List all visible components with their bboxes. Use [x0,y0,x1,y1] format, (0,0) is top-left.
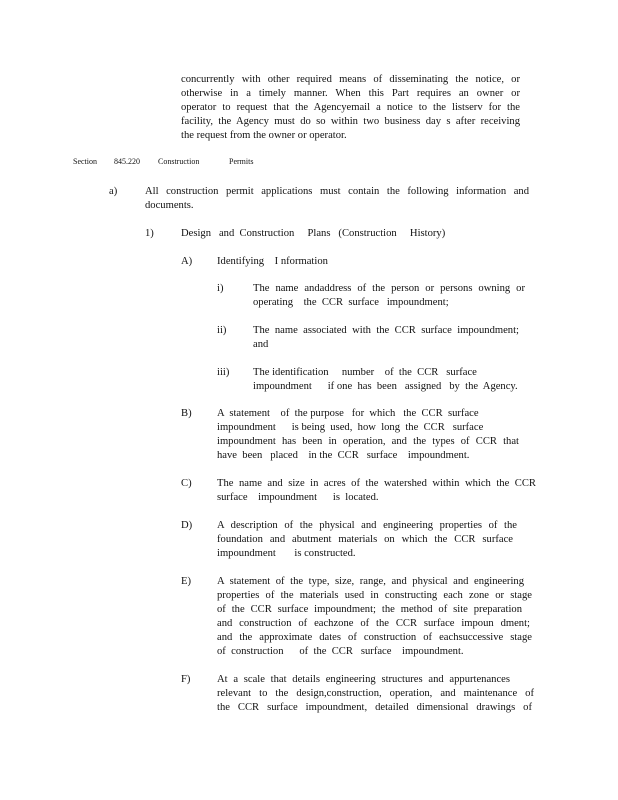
text-line: of the CCR surface impoundment; the method of site preparation [217,604,522,615]
item-marker: C) [181,478,192,489]
section-title-word: Construction [158,157,200,166]
item-marker: i) [217,283,224,294]
item-marker: 1) [145,228,154,239]
item-marker: F) [181,674,191,685]
text-line: impoundment is being used, how long the CCR surface [217,422,484,433]
text-line: documents. [145,200,194,211]
section-title-word: Permits [229,157,254,166]
text-line: The identification number of the CCR surface [253,367,477,378]
text-line: At a scale that details engineering structures and appurtenances [217,674,510,685]
item-marker: iii) [217,367,230,378]
text-line: operator to request that the Agencyemail a notice to the listserv for the [181,102,520,113]
text-line: impoundment is constructed. [217,548,356,559]
item-marker: A) [181,256,193,267]
text-line: the request from the owner or operator. [181,130,347,141]
text-line: the CCR surface impoundment, detailed dimensional drawings of [217,702,532,713]
section-number: 845.220 [114,157,140,166]
text-line: otherwise in a timely manner. When this Part requires an owner or [181,88,520,99]
text-line: The name and size in acres of the watershed within which the CCR [217,478,536,489]
text-line: impoundment has been in operation, and the types of CCR that [217,436,519,447]
text-line: foundation and abutment materials on which the CCR surface [217,534,513,545]
text-line: have been placed in the CCR surface impoundment. [217,450,470,461]
text-line: and [253,339,269,350]
item-marker: B) [181,408,192,419]
section-label: Section [73,157,97,166]
text-line: The name andaddress of the person or persons owning or [253,283,525,294]
text-line: All construction permit applications must contain the following information and [145,186,529,197]
item-marker: ii) [217,325,227,336]
text-line: surface impoundment is located. [217,492,379,503]
item-heading: Design and Construction Plans (Construction History) [181,228,446,239]
text-line: concurrently with other required means of disseminating the notice, or [181,74,520,85]
item-marker: D) [181,520,193,531]
text-line: A description of the physical and engineering properties of the [217,520,517,531]
item-marker: a) [109,186,118,197]
text-line: facility, the Agency must do so within two business day s after receiving [181,116,520,127]
text-line: operating the CCR surface impoundment; [253,297,449,308]
text-line: relevant to the design,construction, operation, and maintenance of [217,688,534,699]
item-heading: Identifying I nformation [217,256,328,267]
text-line: of construction of the CCR surface impoundment. [217,646,464,657]
text-line: and the approximate dates of construction of eachsuccessive stage [217,632,532,643]
text-line: and construction of eachzone of the CCR surface impoun dment; [217,618,530,629]
item-marker: E) [181,576,191,587]
text-line: impoundment if one has been assigned by the Agency. [253,381,518,392]
text-line: A statement of the purpose for which the CCR surface [217,408,479,419]
text-line: The name associated with the CCR surface impoundment; [253,325,519,336]
text-line: properties of the materials used in constructing each zone or stage [217,590,532,601]
text-line: A statement of the type, size, range, and physical and engineering [217,576,524,587]
